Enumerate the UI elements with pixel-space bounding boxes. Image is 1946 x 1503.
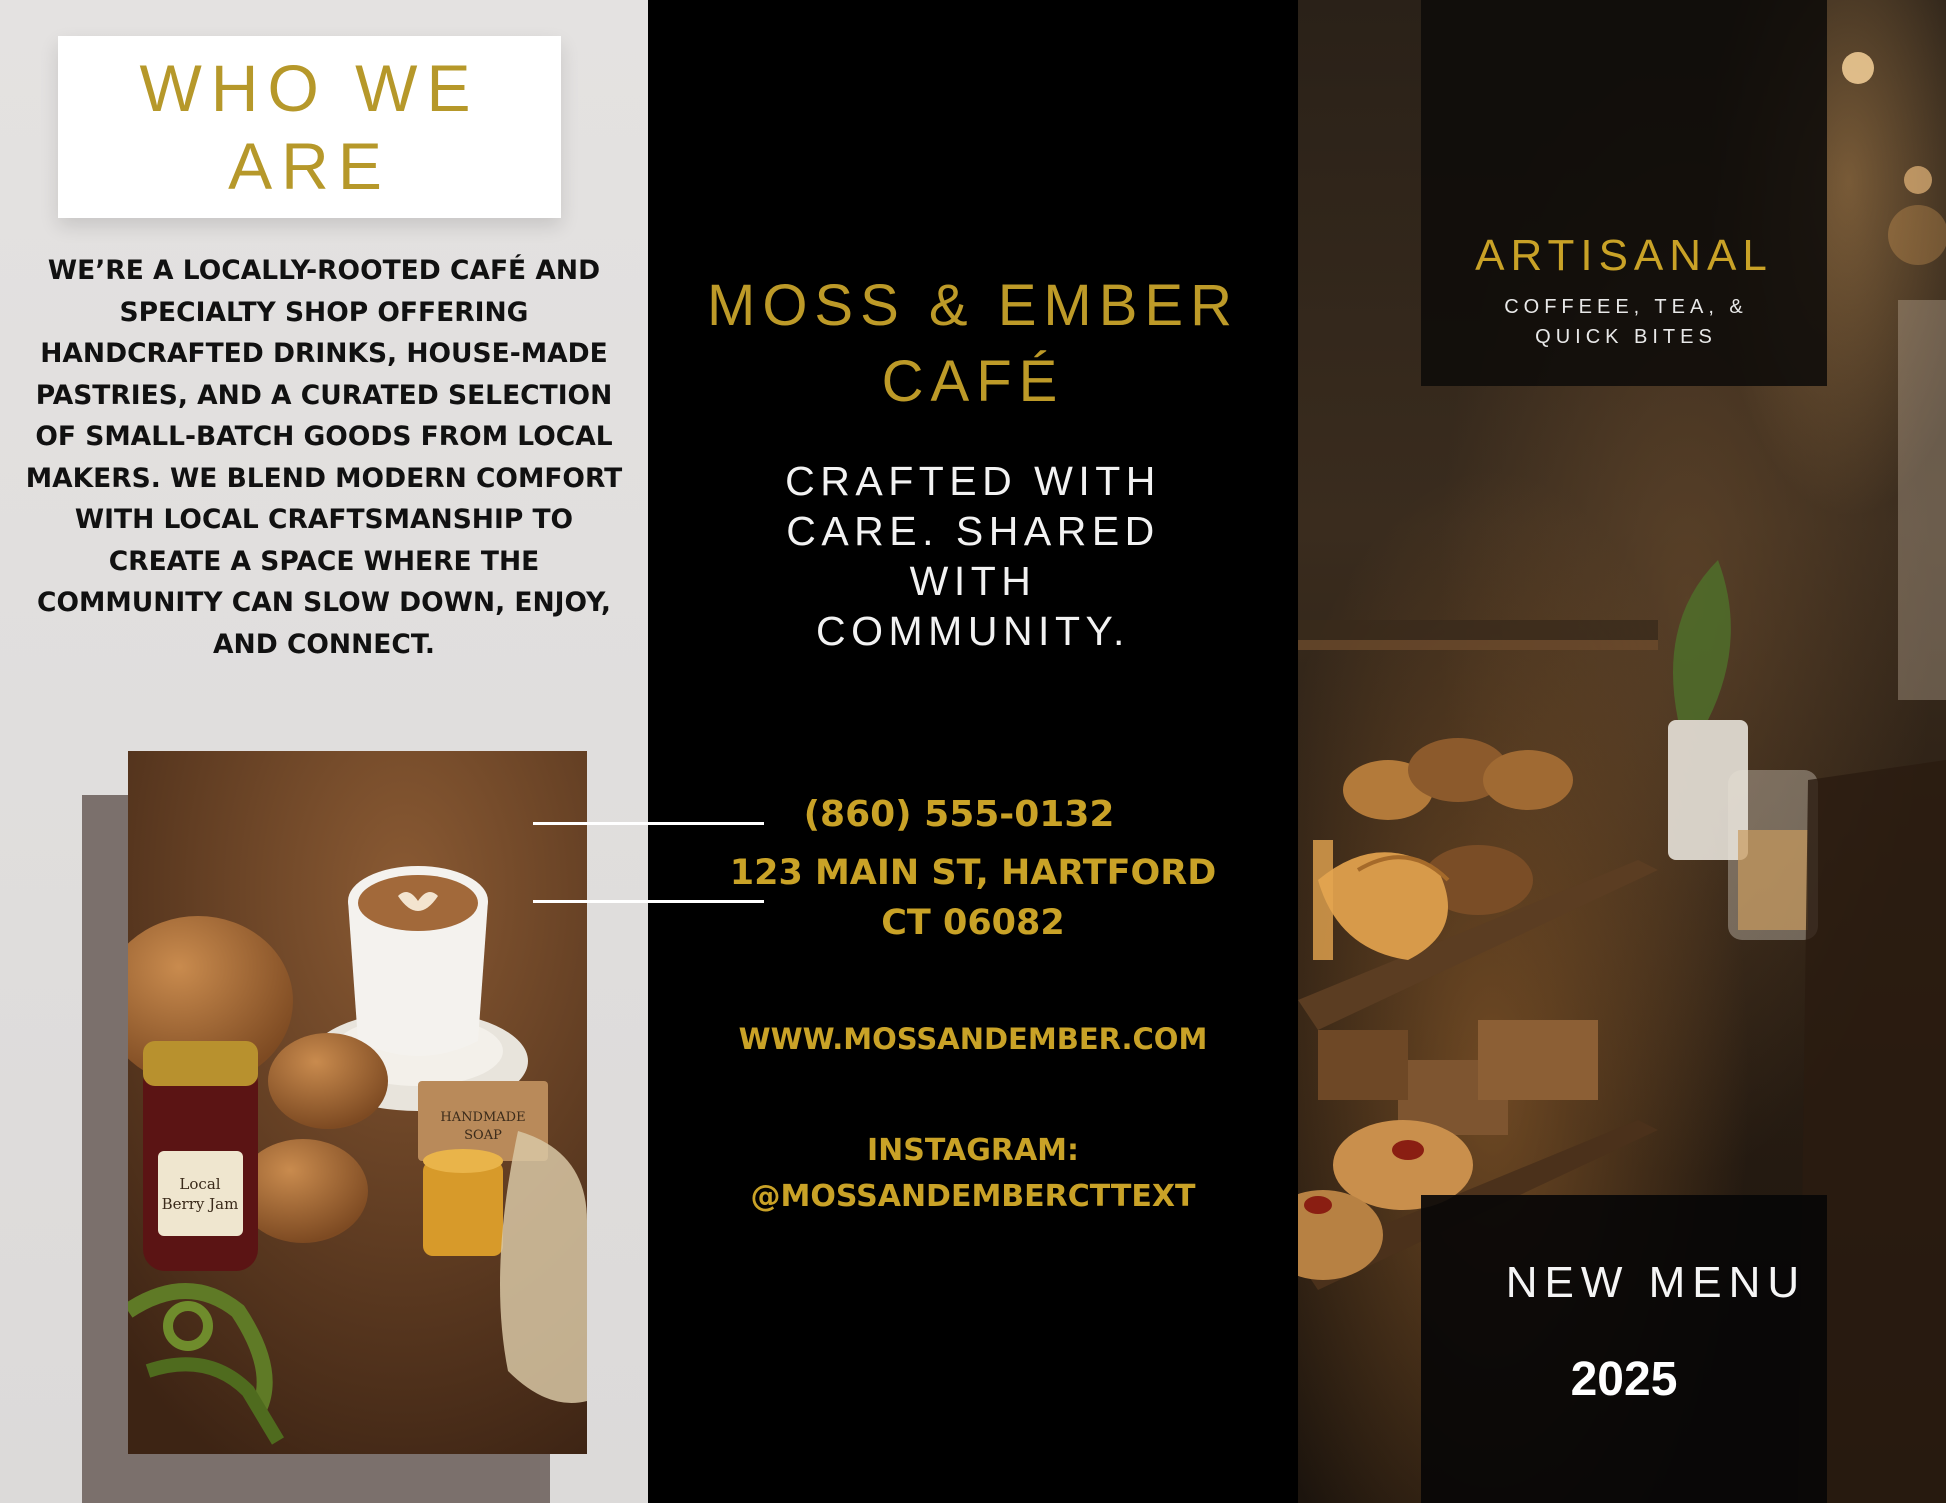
- soap-label: HANDMADE: [440, 1110, 526, 1125]
- right-panel: [1298, 0, 1946, 1503]
- address-line-1: 123 MAIN ST, HARTFORD: [729, 853, 1217, 893]
- svg-text:SOAP: SOAP: [464, 1128, 502, 1143]
- cafe-name: MOSS & EMBER CAFÉ: [707, 273, 1239, 414]
- new-menu-title: NEW MENU: [1505, 1258, 1807, 1307]
- tagline: CRAFTED WITH CARE. SHARED WITH COMMUNITY.: [785, 458, 1161, 654]
- instagram-handle[interactable]: @MOSSANDEMBERCTTEXT: [750, 1179, 1196, 1214]
- menu-year: 2025: [1570, 1353, 1678, 1406]
- website-link[interactable]: WWW.MOSSANDEMBER.COM: [738, 1022, 1208, 1056]
- center-panel: [648, 0, 1298, 1503]
- left-panel: [0, 0, 648, 1503]
- svg-text:Berry Jam: Berry Jam: [161, 1195, 239, 1213]
- about-text: WE’RE A LOCALLY-ROOTED CAFÉ AND SPECIALTY SHOP OFFERING HANDCRAFTED DRINKS, HOUSE-MADE PASTRIES, AND A CURATED SELECTION OF SMALL-BATCH GOODS FROM LOCAL MAKERS. WE BLEND MODERN COMFORT WITH LOCAL CRAFTSMANSHIP TO CREATE A SPACE WHERE THE COMMUNITY CAN SLOW DOWN, ENJOY, AND CONNECT.: [25, 255, 623, 660]
- instagram-label: INSTAGRAM:: [866, 1133, 1080, 1168]
- new-menu-box: [1421, 1195, 1827, 1503]
- address-line-2: CT 06082: [881, 903, 1065, 943]
- artisanal-box: [1421, 0, 1827, 386]
- jam-label: Local: [179, 1175, 221, 1193]
- candle: [423, 1161, 503, 1256]
- artisanal-subtitle: COFFEEE, TEA, & QUICK BITES: [1504, 296, 1748, 348]
- artisanal-title: ARTISANAL: [1475, 231, 1773, 280]
- who-we-are-title: WHO WE ARE: [139, 51, 480, 203]
- phone-number[interactable]: (860) 555-0132: [803, 794, 1115, 835]
- who-we-are-box: [58, 36, 561, 218]
